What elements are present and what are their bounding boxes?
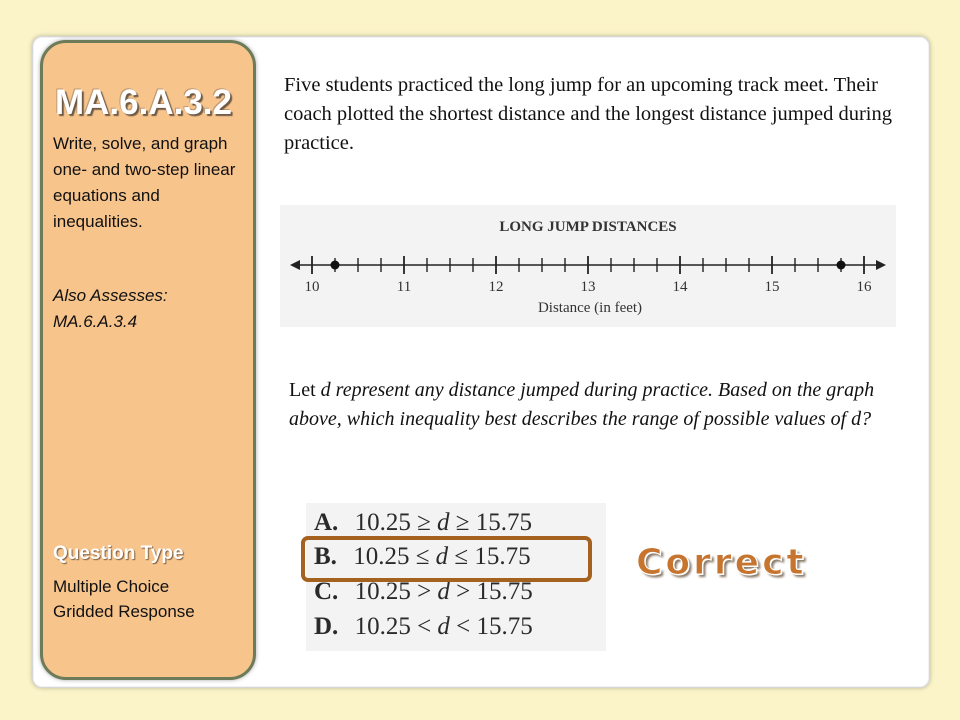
standard-sidebar (40, 40, 256, 680)
data-point (331, 261, 340, 270)
choice-operator: ≤ (454, 543, 469, 570)
choice-c[interactable] (314, 578, 533, 610)
number-line-figure (280, 205, 896, 327)
axis-arrow-right-icon (876, 260, 886, 270)
tick-label: 16 (856, 279, 872, 295)
choice-right-value: 15.75 (474, 543, 531, 570)
question-lead: Let (289, 379, 316, 401)
tick-label: 14 (672, 279, 688, 295)
question-type-heading: Question Type (53, 543, 184, 564)
choice-left-value: 10.25 (354, 509, 411, 536)
standard-code: MA.6.A.3.2 (55, 83, 232, 122)
tick-labels (305, 279, 873, 295)
tick-label: 10 (304, 279, 320, 295)
tick-label: 15 (764, 279, 780, 295)
x-axis-label: Distance (in feet) (537, 300, 643, 316)
choice-operator: < (456, 613, 471, 640)
choice-right-value: 15.75 (475, 509, 533, 536)
question-text (289, 376, 879, 434)
choice-left-value: 10.25 (354, 613, 411, 640)
choice-letter: D. (314, 613, 339, 640)
tick-label: 12 (488, 279, 504, 295)
axis-arrow-left-icon (290, 260, 300, 270)
also-assesses-value: MA.6.A.3.4 (53, 312, 138, 331)
problem-prompt: Five students practiced the long jump for an upcoming track meet. Their coach plotted the shortest distance and the longest distance jumped during practice. (284, 74, 893, 154)
choice-variable: d (435, 543, 449, 570)
data-point (837, 261, 846, 270)
number-line-chart (280, 205, 896, 327)
choice-variable: d (437, 578, 450, 605)
choice-variable: d (437, 613, 450, 640)
choice-letter: A. (314, 509, 339, 536)
choice-left-value: 10.25 (354, 578, 411, 605)
choice-operator: < (417, 613, 432, 640)
choice-right-value: 15.75 (476, 578, 533, 605)
also-assesses-label: Also Assesses: (53, 286, 168, 305)
question-body: d represent any distance jumped during practice. Based on the graph above, which inequality best describes the range of possible values of d? (289, 379, 875, 430)
choice-operator: ≤ (415, 543, 430, 570)
choice-right-value: 15.75 (476, 613, 533, 640)
choice-d[interactable] (314, 613, 533, 645)
choice-left-value: 10.25 (353, 543, 410, 570)
standard-description: Write, solve, and graph one- and two-step linear equations and inequalities. (53, 134, 236, 231)
selected-answer-highlight (301, 536, 592, 582)
question-type-gridded-response: Gridded Response (53, 602, 195, 621)
choice-variable: d (437, 509, 450, 536)
choice-operator: ≥ (417, 509, 431, 536)
tick-label: 13 (580, 279, 596, 295)
question-type-multiple-choice: Multiple Choice (53, 577, 170, 596)
choice-operator: > (417, 578, 432, 605)
chart-title: LONG JUMP DISTANCES (499, 219, 677, 235)
choice-operator: > (456, 578, 471, 605)
choice-operator: ≥ (455, 509, 470, 536)
tick-label: 11 (396, 279, 412, 295)
choice-letter: C. (314, 578, 339, 605)
correct-feedback: Correct (636, 542, 807, 583)
choice-letter: B. (314, 543, 337, 570)
